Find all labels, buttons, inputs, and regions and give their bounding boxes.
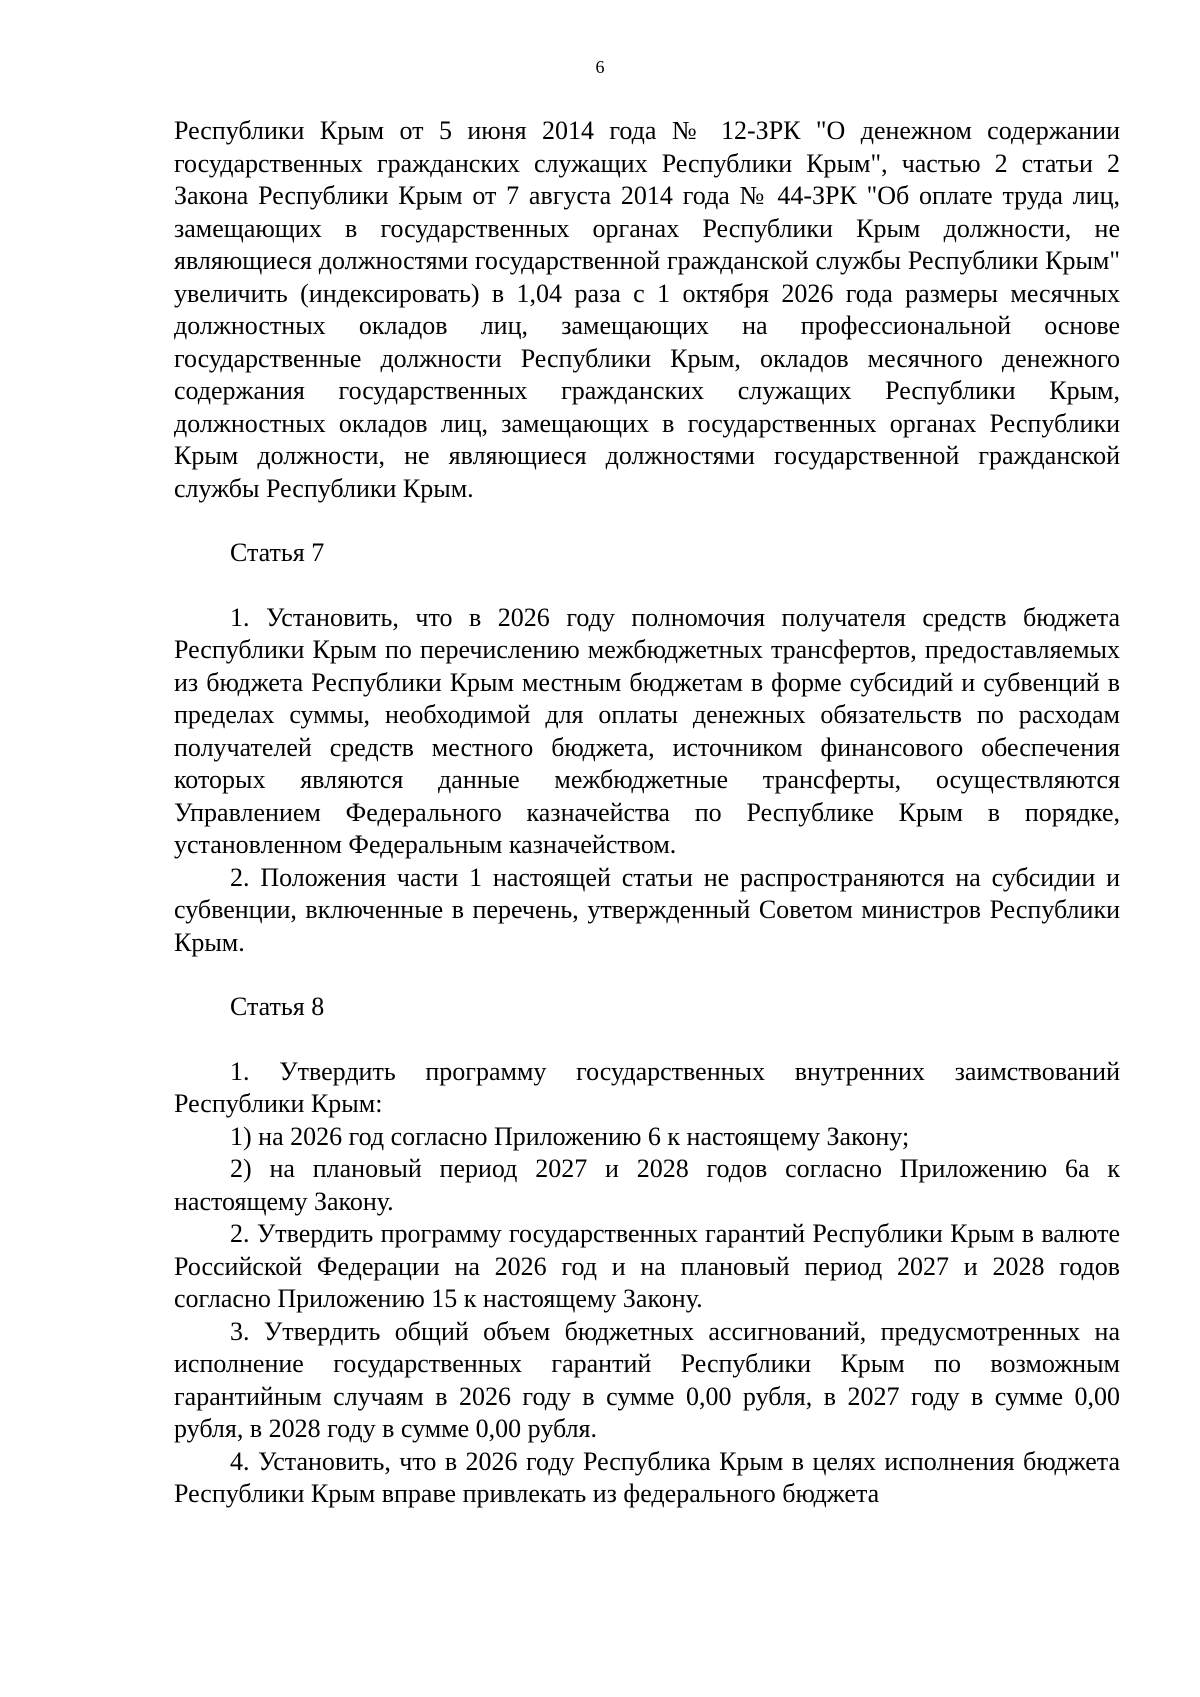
article-7-part-2: 2. Положения части 1 настоящей статьи не распространяются на субсидии и субвенции, включенные в перечень, утвержденный Советом министров Республики Крым. [174,862,1120,957]
article-8-heading: Статья 8 [230,992,325,1021]
article-8-part-1: 1. Утвердить программу государственных внутренних заимствований Республики Крым: [174,1056,1120,1118]
article-7-heading: Статья 7 [230,538,325,567]
page-number: 6 [595,57,605,77]
article-8-part-4: 4. Установить, что в 2026 году Республика Крым в целях исполнения бюджета Республики Крым вправе привлекать из федерального бюджета [174,1446,1120,1508]
article-8-part-3: 3. Утвердить общий объем бюджетных ассигнований, предусмотренных на исполнение государственных гарантий Республики Крым по возможным гарантийным случаям в 2026 году в сумме 0,00 рубля, в 2027 году в сумме 0,00 рубля, в 2028 году в сумме 0,00 рубля. [174,1316,1120,1443]
article-8-part-2: 2. Утвердить программу государственных гарантий Республики Крым в валюте Российской Федерации на 2026 год и на плановый период 2027 и 2028 годов согласно Приложению 15 к настоящему Закону. [174,1219,1120,1313]
article-8-part-1-item-2: 2) на плановый период 2027 и 2028 годов согласно Приложению 6а к настоящему Закону. [174,1154,1120,1216]
paragraph-continuation: Республики Крым от 5 июня 2014 года № 12-ЗРК "О денежном содержании государственных гражданских служащих Республики Крым", частью 2 статьи 2 Закона Республики Крым от 7 августа 2014 года № 44-ЗРК "Об оплате труда лиц, замещающих в государственных органах Республики Крым должности, не являющиеся должностями государственной гражданской службы Республики Крым" увеличить (индексировать) в 1,04 раза с 1 октября 2026 года размеры месячных должностных окладов лиц, замещающих на профессиональной основе государственные должности Республики Крым, окладов месячного денежного содержания государственных гражданских служащих Республики Крым, должностных окладов лиц, замещающих в государственных органах Республики Крым должности, не являющиеся должностями государственной гражданской службы Республики Крым. [174,116,1120,503]
article-8-part-1-item-1: 1) на 2026 год согласно Приложению 6 к настоящему Закону; [230,1121,910,1151]
article-7-part-1: 1. Установить, что в 2026 году полномочия получателя средств бюджета Республики Крым по перечислению межбюджетных трансфертов, предоставляемых из бюджета Республики Крым местным бюджетам в форме субсидий и субвенций в пределах суммы, необходимой для оплаты денежных обязательств по расходам получателей средств местного бюджета, источником финансового обеспечения которых являются данные межбюджетные трансферты, осуществляются Управлением Федерального казначейства по Республике Крым в порядке, установленном Федеральным казначейством. [174,602,1120,859]
document-body [174,115,1120,1511]
